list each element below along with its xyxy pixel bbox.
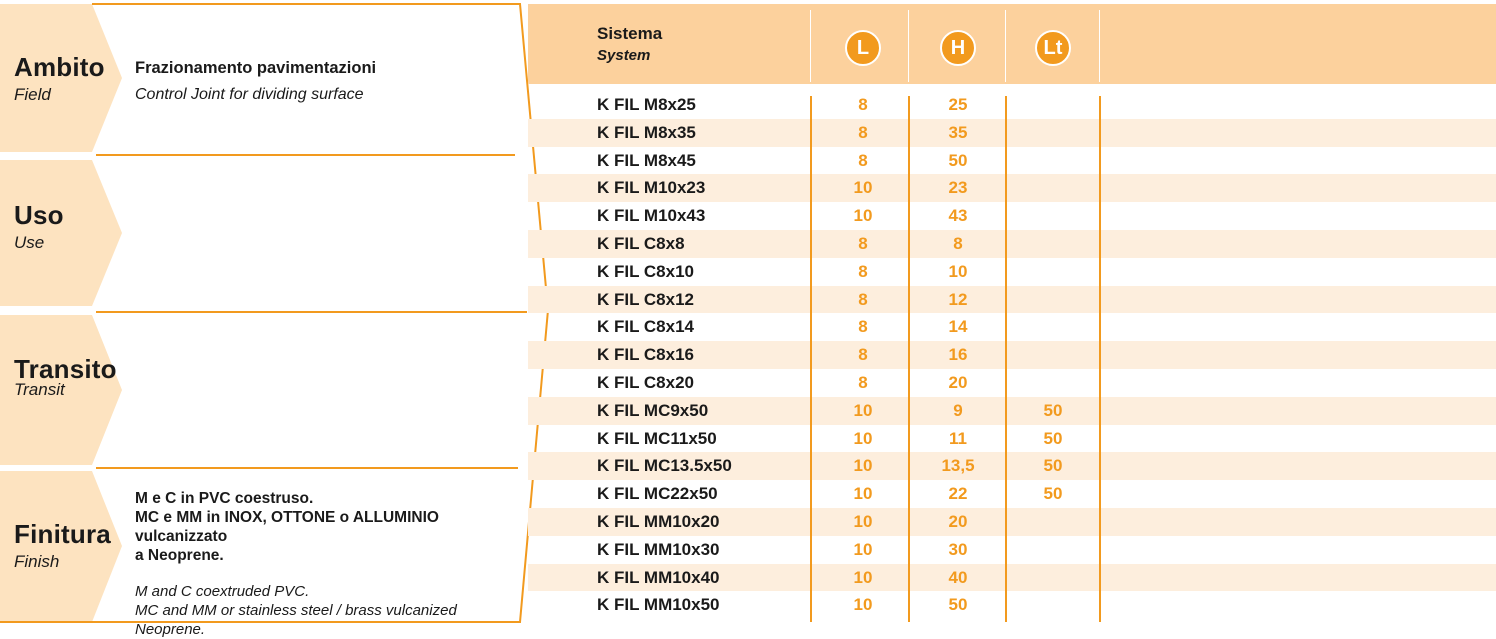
table-row <box>528 452 1496 480</box>
system-header-it: Sistema <box>597 24 663 43</box>
column-divider <box>1005 96 1007 622</box>
table-row <box>528 591 1496 619</box>
system-cell: K FIL MM10x20 <box>597 511 720 531</box>
system-cell: K FIL MC22x50 <box>597 484 718 504</box>
h-cell: 16 <box>948 345 968 365</box>
system-cell: K FIL M8x35 <box>597 122 696 142</box>
table-row <box>528 397 1496 425</box>
lt-cell <box>1023 230 1083 258</box>
l-cell: 10 <box>853 567 873 587</box>
transit-label-en: Transit <box>14 380 65 399</box>
table-row <box>528 174 1496 202</box>
finish-text-it-2: MC e MM in INOX, OTTONE o ALLUMINIO vulcanizzato <box>135 509 439 545</box>
h-cell: 13,5 <box>941 456 975 476</box>
table-row <box>528 369 1496 397</box>
system-cell: K FIL C8x14 <box>597 317 695 337</box>
l-cell: 8 <box>858 261 868 281</box>
l-cell: 8 <box>858 233 868 253</box>
system-cell: K FIL C8x10 <box>597 261 695 281</box>
h-cell: 50 <box>948 150 968 170</box>
l-cell: 10 <box>853 206 873 226</box>
system-cell: K FIL MM10x50 <box>597 595 720 615</box>
lt-cell <box>1023 91 1083 119</box>
table-row <box>528 202 1496 230</box>
table-row <box>528 258 1496 286</box>
table-row <box>528 536 1496 564</box>
finish-text-it-1: M e C in PVC coestruso. <box>135 490 314 507</box>
table-row <box>528 425 1496 453</box>
l-cell: 8 <box>858 150 868 170</box>
header-divider <box>908 10 909 82</box>
system-cell: K FIL M10x23 <box>597 178 706 198</box>
system-cell: K FIL M10x43 <box>597 206 706 226</box>
l-cell: 10 <box>853 511 873 531</box>
field-text-en: Control Joint for dividing surface <box>135 86 364 103</box>
table-header <box>528 4 1496 84</box>
lt-cell <box>1023 258 1083 286</box>
lt-column-badge: Lt <box>1035 30 1071 66</box>
field-label-it: Ambito <box>14 52 105 82</box>
table-row <box>528 230 1496 258</box>
finish-description <box>135 489 530 639</box>
h-cell: 50 <box>948 595 968 615</box>
field-label-en: Field <box>14 85 51 104</box>
transit-label <box>14 356 117 400</box>
l-cell: 10 <box>853 178 873 198</box>
l-cell: 10 <box>853 400 873 420</box>
l-cell: 8 <box>858 122 868 142</box>
finish-label <box>14 519 111 572</box>
h-cell: 11 <box>949 428 967 448</box>
field-label <box>14 52 105 105</box>
lt-cell <box>1023 286 1083 314</box>
system-cell: K FIL C8x8 <box>597 233 685 253</box>
table-row <box>528 147 1496 175</box>
table-row <box>528 341 1496 369</box>
lt-cell <box>1023 369 1083 397</box>
column-divider <box>908 96 910 622</box>
field-description <box>135 59 376 104</box>
h-cell: 22 <box>948 484 968 504</box>
column-divider <box>1099 96 1101 622</box>
transit-label-it: Transito <box>14 354 117 384</box>
l-cell: 8 <box>858 372 868 392</box>
h-cell: 23 <box>948 178 968 198</box>
system-cell: K FIL MM10x30 <box>597 539 720 559</box>
h-cell: 9 <box>953 400 963 420</box>
system-cell: K FIL C8x12 <box>597 289 695 309</box>
lt-cell <box>1023 591 1083 619</box>
table-row <box>528 313 1496 341</box>
table-row <box>528 119 1496 147</box>
h-column-badge: H <box>940 30 976 66</box>
finish-label-en: Finish <box>14 552 60 571</box>
lt-cell: 50 <box>1043 456 1063 476</box>
finish-text-en-1: M and C coextruded PVC. <box>135 583 310 600</box>
header-divider <box>1099 10 1100 82</box>
l-column-badge: L <box>845 30 881 66</box>
h-cell: 30 <box>948 539 968 559</box>
system-cell: K FIL MC9x50 <box>597 400 709 420</box>
lt-cell <box>1023 536 1083 564</box>
l-cell: 8 <box>858 95 868 114</box>
field-text-it: Frazionamento pavimentazioni <box>135 59 377 77</box>
system-cell: K FIL M8x25 <box>597 95 696 114</box>
use-label-it: Uso <box>14 200 64 230</box>
table-row <box>528 480 1496 508</box>
use-label <box>14 200 64 253</box>
use-label-en: Use <box>14 233 45 252</box>
lt-cell <box>1023 147 1083 175</box>
h-cell: 35 <box>948 122 968 142</box>
h-cell: 10 <box>948 261 968 281</box>
h-cell: 43 <box>948 206 968 226</box>
l-cell: 10 <box>853 456 873 476</box>
system-cell: K FIL C8x16 <box>597 345 695 365</box>
l-cell: 10 <box>853 428 873 448</box>
table-row <box>528 564 1496 592</box>
h-cell: 20 <box>948 511 968 531</box>
lt-cell <box>1023 508 1083 536</box>
h-cell: 20 <box>948 372 968 392</box>
header-divider <box>1005 10 1006 82</box>
l-cell: 10 <box>853 595 873 615</box>
system-cell: K FIL C8x20 <box>597 372 695 392</box>
system-header-en: System <box>597 47 651 64</box>
lt-cell <box>1023 119 1083 147</box>
table-row <box>528 508 1496 536</box>
finish-text-it-3: a Neoprene. <box>135 547 224 564</box>
l-cell: 10 <box>853 484 873 504</box>
table-row <box>528 286 1496 314</box>
lt-cell <box>1023 564 1083 592</box>
system-column-header <box>597 24 662 64</box>
table-row <box>528 91 1496 119</box>
l-cell: 8 <box>858 345 868 365</box>
column-divider <box>810 96 812 622</box>
system-cell: K FIL MC11x50 <box>597 428 717 448</box>
h-cell: 8 <box>953 233 963 253</box>
h-cell: 40 <box>948 567 968 587</box>
l-cell: 10 <box>853 539 873 559</box>
lt-cell: 50 <box>1043 484 1063 504</box>
lt-cell: 50 <box>1043 428 1063 448</box>
finish-text-en-2: MC and MM or stainless steel / brass vulcanized Neoprene. <box>135 602 457 638</box>
h-cell: 14 <box>948 317 968 337</box>
l-cell: 8 <box>858 317 868 337</box>
table-body <box>528 91 1496 619</box>
h-cell: 25 <box>948 95 968 114</box>
finish-label-it: Finitura <box>14 519 111 549</box>
header-divider <box>810 10 811 82</box>
lt-cell <box>1023 341 1083 369</box>
lt-cell <box>1023 202 1083 230</box>
h-cell: 12 <box>948 289 968 309</box>
system-cell: K FIL MC13.5x50 <box>597 456 732 476</box>
lt-cell <box>1023 174 1083 202</box>
l-cell: 8 <box>858 289 868 309</box>
system-cell: K FIL MM10x40 <box>597 567 720 587</box>
lt-cell: 50 <box>1043 400 1063 420</box>
system-cell: K FIL M8x45 <box>597 150 696 170</box>
lt-cell <box>1023 313 1083 341</box>
